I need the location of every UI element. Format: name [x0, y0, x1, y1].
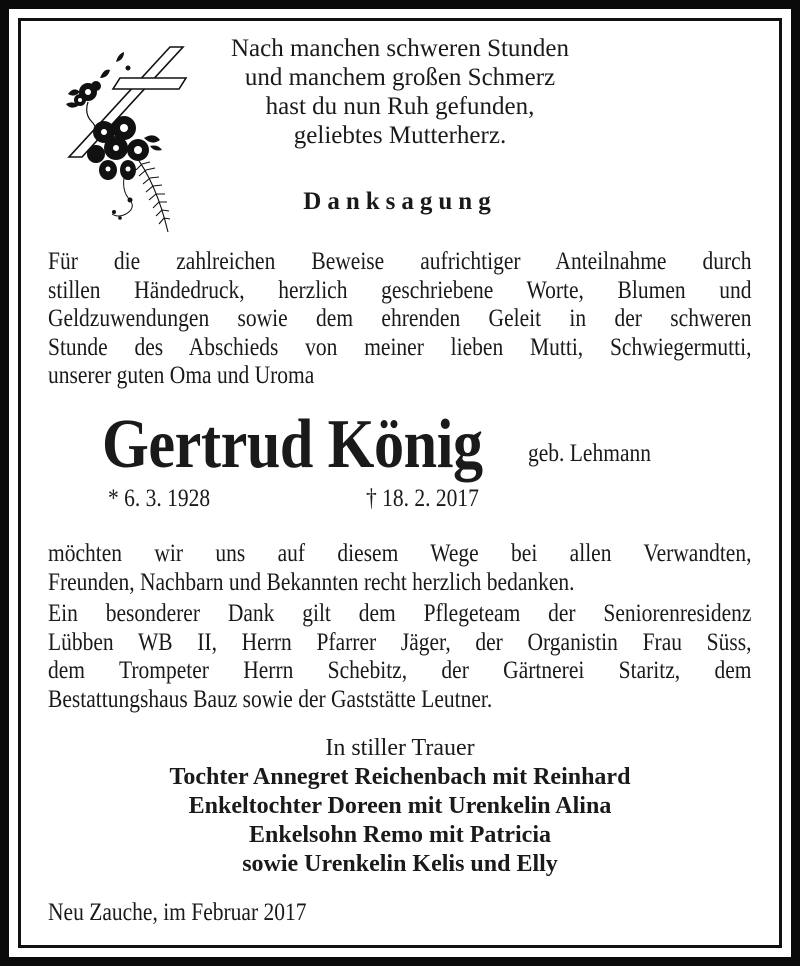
paragraph-line: Ein besonderer Dank gilt dem Pflegeteam der Seniorenresidenz	[48, 600, 752, 627]
paragraph-line: Bestattungshaus Bauz sowie der Gaststätte Leutner.	[48, 685, 493, 713]
paragraph-line: unserer guten Oma und Uroma	[48, 362, 315, 390]
notice-heading: Danksagung	[303, 188, 497, 215]
mourner-line: Enkeltochter Doreen mit Urenkelin Alina	[188, 793, 612, 819]
mourner-line: Enkelsohn Remo mit Patricia	[249, 822, 551, 848]
mourners-block	[120, 734, 680, 879]
poem-line: Nach manchen schweren Stunden	[230, 35, 570, 62]
thanks-paragraph	[48, 540, 752, 597]
poem-line: und manchem großen Schmerz	[244, 64, 556, 91]
paragraph-line: möchten wir uns auf diesem Wege bei allen Verwandten,	[48, 540, 752, 567]
paragraph-line: stillen Händedruck, herzlich geschriebene Worte, Blumen und	[48, 276, 752, 304]
deceased-name: Gertrud König	[102, 406, 483, 483]
poem-line: geliebtes Mutterherz.	[293, 122, 507, 149]
intro-paragraph	[48, 248, 752, 391]
paragraph-line: dem Trompeter Herrn Schebitz, der Gärtnerei Staritz, dem	[48, 657, 752, 685]
paragraph-line: Für die zahlreichen Beweise aufrichtiger Anteilnahme durch	[48, 248, 752, 275]
death-date: † 18. 2. 2017	[366, 485, 479, 512]
paragraph-line: Lübben WB II, Herrn Pfarrer Jäger, der Organistin Frau Süss,	[48, 628, 752, 656]
poem-line: hast du nun Ruh gefunden,	[265, 93, 535, 120]
maiden-name: geb. Lehmann	[528, 440, 651, 467]
deceased-name-row	[102, 405, 545, 485]
paragraph-line: Stunde des Abschieds von meiner lieben Mutti, Schwiegermutti,	[48, 333, 752, 361]
mourner-line: Tochter Annegret Reichenbach mit Reinhard	[169, 764, 631, 790]
special-thanks-paragraph	[48, 600, 752, 714]
mourners-intro: In stiller Trauer	[325, 735, 475, 761]
paragraph-line: Freunden, Nachbarn und Bekannten recht herzlich bedanken.	[48, 568, 575, 596]
birth-date: * 6. 3. 1928	[108, 485, 211, 512]
memorial-poem	[190, 34, 610, 150]
paragraph-line: Geldzuwendungen sowie dem ehrenden Geleit in der schweren	[48, 305, 752, 333]
cross-with-roses-icon	[58, 42, 188, 237]
mourner-line: sowie Urenkelin Kelis und Elly	[242, 851, 558, 877]
place-and-date: Neu Zauche, im Februar 2017	[48, 899, 307, 926]
